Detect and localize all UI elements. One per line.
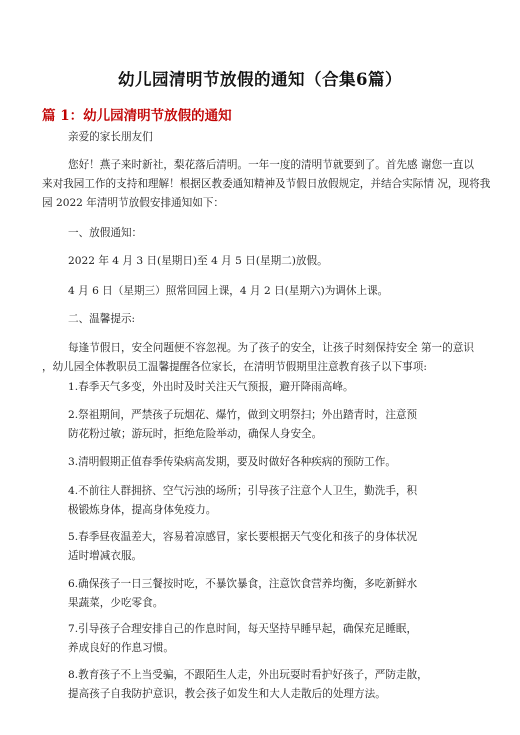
tips-intro — [42, 339, 474, 377]
tip-item — [68, 666, 478, 704]
tip-line: 3.清明假期正值春季传染病高发期，要及时做好各种疾病的预防工作。 — [68, 456, 396, 468]
section2-title: 二、温馨提示: — [68, 313, 136, 325]
tip-item — [68, 482, 478, 520]
section1-title: 一、放假通知： — [68, 227, 143, 239]
holiday-dates: 2022 年 4 月 3 日(星期日)至 4 月 5 日(星期二)放假。 — [68, 255, 328, 267]
tip-line: 防花粉过敏；游玩时，拒绝危险举动，确保人身安全。 — [68, 428, 323, 440]
tip-line: 养成良好的作息习惯。 — [68, 642, 174, 654]
tip-line: 适时增减衣服。 — [68, 550, 143, 562]
tip-line: 7.引导孩子合理安排自己的作息时间，每天坚持早睡早起，确保充足睡眠， — [68, 623, 418, 635]
intro-line: 园 2022 年清明节放假安排通知如下： — [42, 197, 225, 209]
tip-line: 提高孩子自我防护意识，教会孩子如发生和大人走散后的处理方法。 — [68, 688, 386, 700]
tip-item — [68, 406, 478, 444]
tip-item — [68, 620, 478, 658]
tip-line: 6.确保孩子一日三餐按时吃，不暴饮暴食，注意饮食营养均衡，多吃新鲜水 — [68, 578, 418, 590]
tip-item — [68, 453, 478, 472]
tip-line: 4.不前往人群拥挤、空气污浊的场所；引导孩子注意个人卫生，勤洗手，积 — [68, 485, 418, 497]
tip-line: 果蔬菜，少吃零食。 — [68, 597, 164, 609]
tip-line: 2.祭祖期间，严禁孩子玩烟花、爆竹，做到文明祭扫；外出踏青时，注意预 — [68, 409, 418, 421]
greeting: 亲爱的家长朋友们 — [68, 131, 153, 143]
tip-line: 1.春季天气多变，外出时及时关注天气预报，避开降雨高峰。 — [68, 381, 354, 393]
tip-line: 5.春季昼夜温差大，容易着凉感冒，家长要根据天气变化和孩子的身体状况 — [68, 531, 418, 543]
return-dates: 4 月 6 日（星期三）照常回园上课，4 月 2 日(星期六)为调休上课。 — [68, 285, 389, 297]
intro-paragraph — [42, 156, 491, 213]
tip-item — [68, 528, 478, 566]
intro-line: 来对我园工作的支持和理解！根据区教委通知精神及节假日放假规定，并结合实际情 况，现将我 — [42, 178, 491, 190]
intro-line: 您好！燕子来时新社，梨花落后清明。一年一度的清明节就要到了。首先感 谢您一直以 — [68, 159, 474, 171]
tips-intro-line: 每逢节假日，安全问题便不容忽视。为了孩子的安全，让孩子时刻保持安全 第一的意识 — [68, 342, 474, 354]
section-heading: 篇 1：幼儿园清明节放假的通知 — [42, 108, 232, 124]
tip-item — [68, 378, 478, 397]
tip-item — [68, 575, 478, 613]
tip-line: 8.教育孩子不上当受骗，不跟陌生人走，外出玩耍时看护好孩子，严防走散， — [68, 669, 428, 681]
document-title: 幼儿园清明节放假的通知（合集6篇） — [118, 70, 402, 89]
tips-intro-line: ，幼儿园全体教职员工温馨提醒各位家长，在清明节假期里注意教育孩子以下事项: — [42, 361, 427, 373]
tip-line: 极锻炼身体，提高身体免疫力。 — [68, 504, 217, 516]
